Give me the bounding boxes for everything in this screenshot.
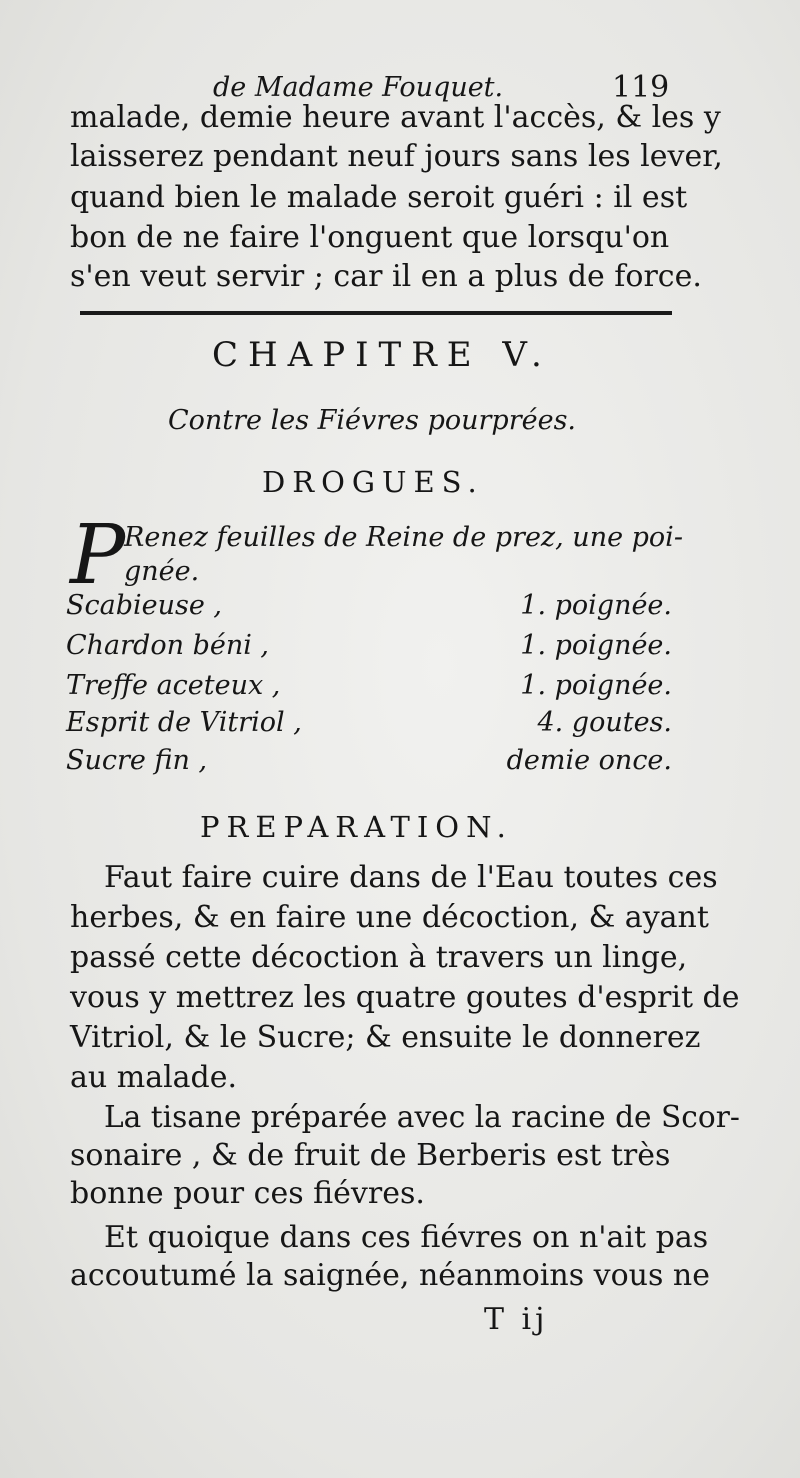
text-line: malade, demie heure avant l'accès, & les y — [70, 100, 721, 135]
text-line: laisserez pendant neuf jours sans les lever, — [70, 139, 723, 174]
ingredient-name: Sucre fin , — [66, 745, 208, 776]
text-line: La tisane préparée avec la racine de Scor- — [104, 1100, 740, 1135]
text-line: Vitriol, & le Sucre; & ensuite le donnerez — [70, 1020, 701, 1055]
ingredient-name: Treffe aceteux , — [66, 670, 281, 701]
ingredient-quantity: 4. goutes. — [537, 707, 672, 738]
preparation-heading: PREPARATION. — [200, 810, 513, 844]
text-line: bon de ne faire l'onguent que lorsqu'on — [70, 220, 670, 255]
signature-mark: T ij — [484, 1302, 549, 1337]
text-line: au malade. — [70, 1060, 238, 1095]
drop-cap: P — [70, 508, 126, 603]
ingredient-quantity: demie once. — [506, 745, 672, 776]
text-line: quand bien le malade seroit guéri : il est — [70, 180, 688, 215]
recipe-intro-line: gnée. — [124, 556, 200, 587]
text-line: Et quoique dans ces fiévres on n'ait pas — [104, 1220, 709, 1255]
section-divider — [80, 311, 672, 315]
drugs-heading: DROGUES. — [262, 465, 484, 499]
ingredient-quantity: 1. poignée. — [520, 590, 672, 621]
ingredient-row — [66, 590, 672, 630]
text-line: bonne pour ces fiévres. — [70, 1176, 425, 1211]
ingredient-name: Scabieuse , — [66, 590, 223, 621]
ingredient-row — [66, 707, 672, 747]
running-head: de Madame Fouquet. — [213, 72, 504, 103]
ingredient-quantity: 1. poignée. — [520, 630, 672, 661]
text-line: s'en veut servir ; car il en a plus de force. — [70, 259, 702, 294]
ingredient-name: Chardon béni , — [66, 630, 270, 661]
ingredient-quantity: 1. poignée. — [520, 670, 672, 701]
page-number: 119 — [612, 70, 670, 105]
ingredient-row — [66, 630, 672, 670]
text-line: passé cette décoction à travers un linge, — [70, 940, 688, 975]
text-line: vous y mettrez les quatre goutes d'esprit de — [70, 980, 740, 1015]
ingredient-row — [66, 670, 672, 710]
text-line: accoutumé la saignée, néanmoins vous ne — [70, 1258, 710, 1293]
ingredient-row — [66, 745, 672, 785]
chapter-title: CHAPITRE V. — [212, 335, 552, 375]
text-line: herbes, & en faire une décoction, & ayant — [70, 900, 709, 935]
text-line: Faut faire cuire dans de l'Eau toutes ces — [104, 860, 718, 895]
text-line: sonaire , & de fruit de Berberis est très — [70, 1138, 671, 1173]
ingredient-name: Esprit de Vitriol , — [66, 707, 302, 738]
recipe-intro-line: Renez feuilles de Reine de prez, une poi- — [124, 522, 683, 553]
chapter-subtitle: Contre les Fiévres pourprées. — [168, 405, 577, 436]
